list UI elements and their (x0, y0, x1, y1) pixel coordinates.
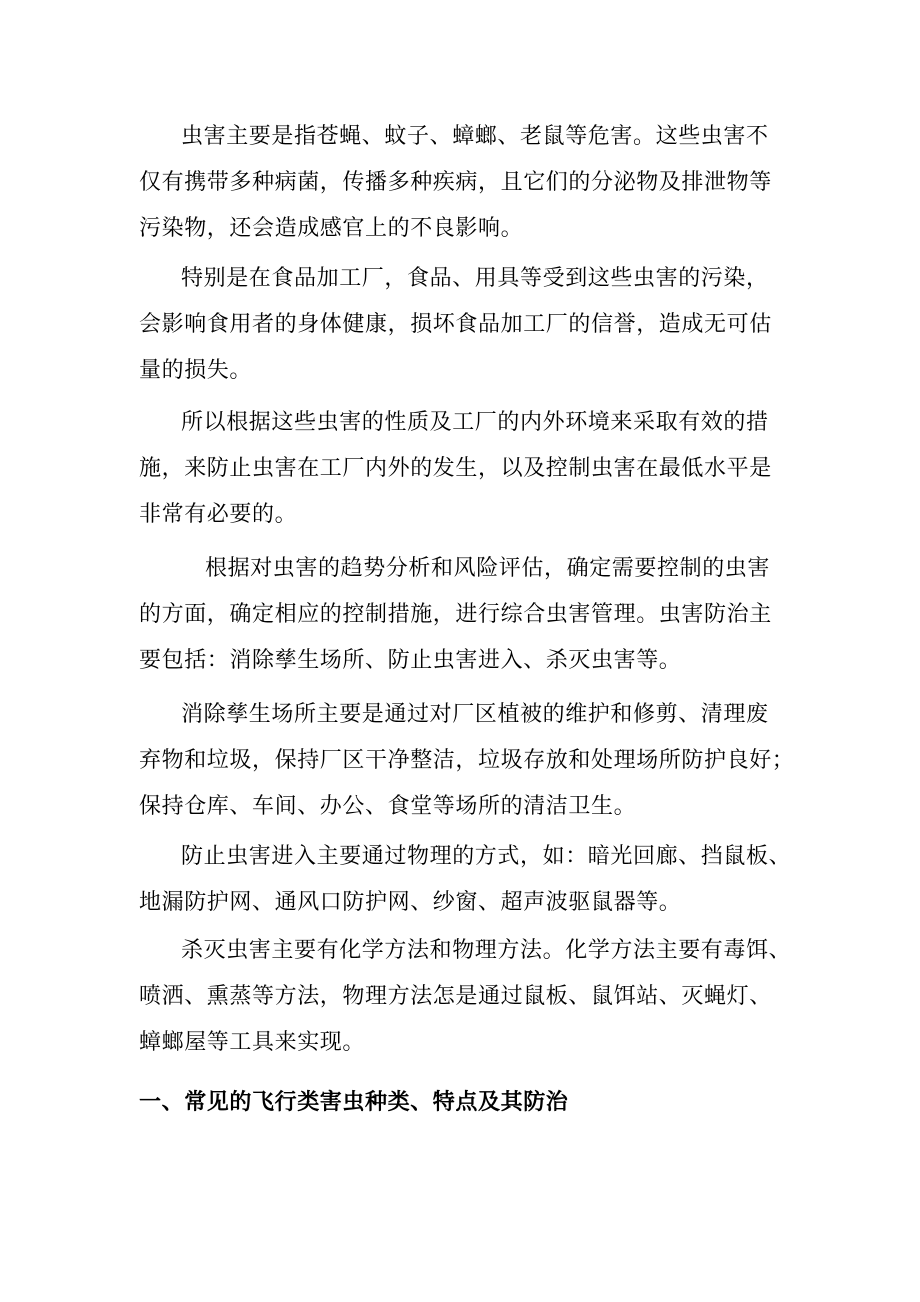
text-line: 喷洒、熏蒸等方法，物理方法怎是通过鼠板、鼠饵站、灭蝇灯、 (139, 984, 772, 1009)
text-line: 施，来防止虫害在工厂内外的发生，以及控制虫害在最低水平是 (139, 456, 772, 481)
text-line: 仅有携带多种病菌，传播多种疾病，且它们的分泌物及排泄物等 (139, 170, 772, 195)
paragraph-eliminate-breeding-sites (139, 692, 795, 830)
section-heading: 一、常见的飞行类害虫种类、特点及其防治 (139, 1090, 569, 1115)
text-line: 防止虫害进入主要通过物理的方式，如：暗光回廊、挡鼠板、 (181, 844, 792, 869)
text-line: 非常有必要的。 (139, 502, 298, 527)
paragraph-pest-definition (139, 114, 789, 252)
text-line: 所以根据这些虫害的性质及工厂的内外环境来采取有效的措 (181, 410, 769, 435)
paragraph-necessity-of-control (139, 400, 789, 538)
text-line: 虫害主要是指苍蝇、蚊子、蟑螂、老鼠等危害。这些虫害不 (181, 124, 769, 149)
paragraph-integrated-pest-management (139, 546, 789, 684)
text-line: 的方面，确定相应的控制措施，进行综合虫害管理。虫害防治主 (139, 602, 772, 627)
paragraph-prevent-entry (139, 834, 792, 926)
text-line: 消除孳生场所主要是通过对厂区植被的维护和修剪、清理废 (181, 702, 769, 727)
text-line: 保持仓库、车间、办公、食堂等场所的清洁卫生。 (139, 794, 637, 819)
text-line: 地漏防护网、通风口防护网、纱窗、超声波驱鼠器等。 (139, 890, 682, 915)
text-line: 污染物，还会造成感官上的不良影响。 (139, 216, 524, 241)
text-line: 蟑螂屋等工具来实现。 (139, 1030, 366, 1055)
text-line: 杀灭虫害主要有化学方法和物理方法。化学方法主要有毒饵、 (181, 938, 792, 963)
paragraph-food-factory-impact (139, 256, 789, 394)
text-line: 会影响食用者的身体健康，损坏食品加工厂的信誉，造成无可估 (139, 312, 772, 337)
paragraph-exterminate-pests (139, 928, 792, 1066)
text-line: 要包括：消除孳生场所、防止虫害进入、杀灭虫害等。 (139, 648, 682, 673)
text-line: 特别是在食品加工厂，食品、用具等受到这些虫害的污染， (181, 266, 769, 291)
text-line: 量的损失。 (139, 358, 253, 383)
text-line: 弃物和垃圾，保持厂区干净整洁，垃圾存放和处理场所防护良好； (139, 748, 795, 773)
text-line: 根据对虫害的趋势分析和风险评估，确定需要控制的虫害 (205, 556, 771, 581)
